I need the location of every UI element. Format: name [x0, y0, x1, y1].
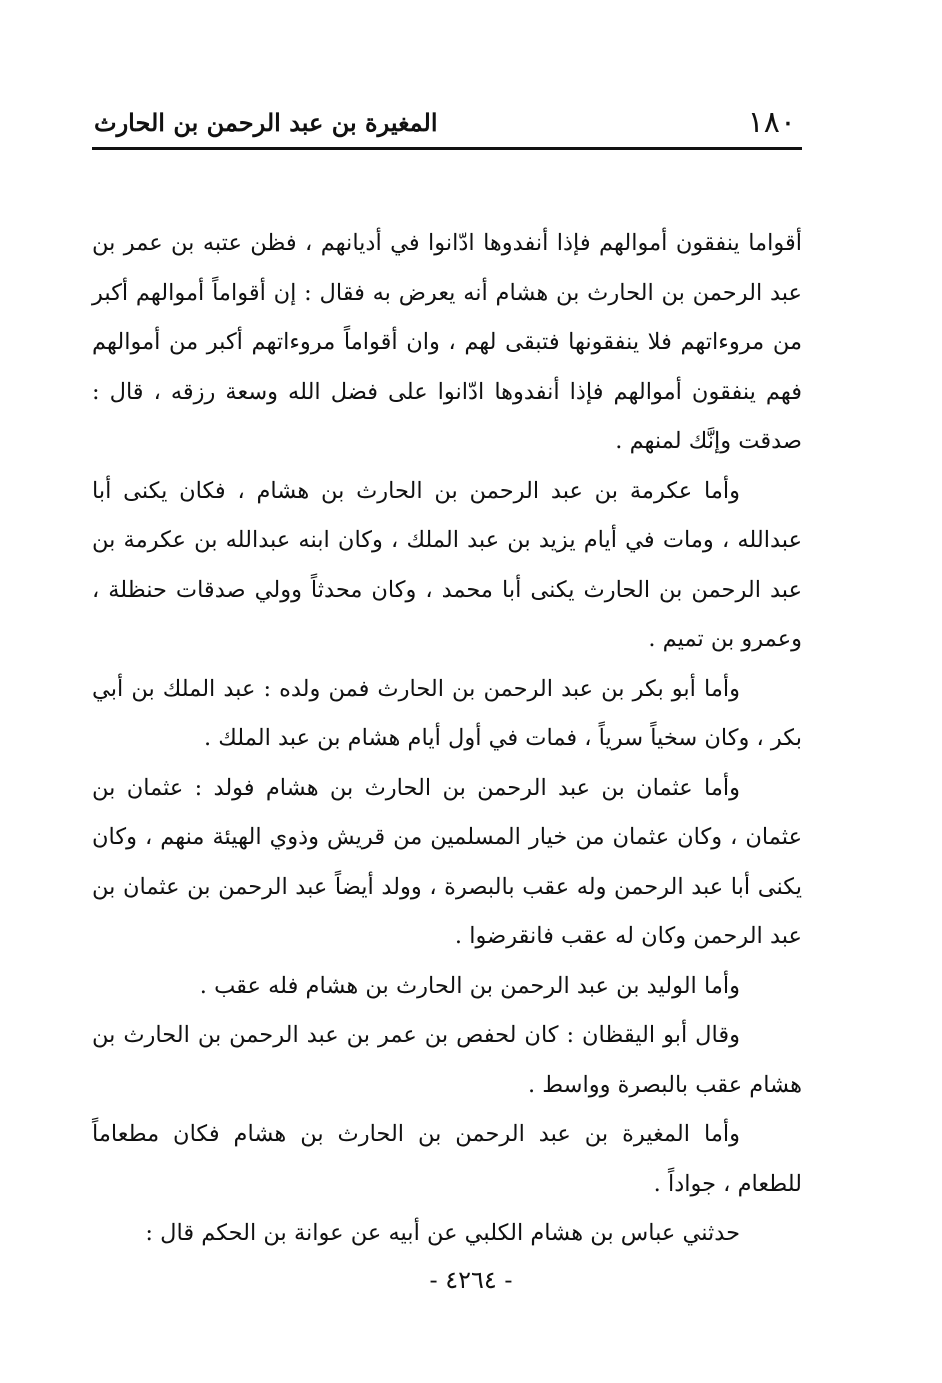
- paragraph-3: وأما أبو بكر بن عبد الرحمن بن الحارث فمن ولده : عبد الملك بن أبي بكر ، وكان سخياً سرياً ، فمات في أول أيام هشام بن عبد الملك .: [92, 675, 802, 751]
- paragraph-7: وأما المغيرة بن عبد الرحمن بن الحارث بن هشام فكان مطعاماً للطعام ، جواداً .: [92, 1121, 802, 1197]
- paragraph-5: وأما الوليد بن عبد الرحمن بن الحارث بن هشام فله عقب .: [199, 972, 740, 999]
- paragraph-1: أقواما ينفقون أموالهم فإذا أنفدوها ادّانوا في أديانهم ، فظن عتبه بن عمر بن عبد الرحمن بن الحارث بن هشام أنه يعرض به فقال : إن أقواماً أموالهم أكبر من مروءاتهم فلا ينفقونها فتبقى لهم ، وان أقواماً مروءاتهم أكبر من أموالهم فهم ينفقون أموالهم فإذا أنفدوها ادّانوا على فضل الله وسعة رزقه ، قال : صدقت وإنَّك لمنهم .: [92, 230, 802, 454]
- footer-folio: - ٤٢٦٤ -: [429, 1266, 513, 1294]
- header-rule: [92, 147, 802, 150]
- running-header: [92, 100, 802, 146]
- paragraph-2: وأما عكرمة بن عبد الرحمن بن الحارث بن هشام ، فكان يكنى أبا عبدالله ، ومات في أيام يزيد بن عبد الملك ، وكان ابنه عبدالله بن عكرمة بن عبد الرحمن بن الحارث يكنى أبا محمد ، وكان محدثاً وولي صدقات حنظلة ، وعمرو بن تميم .: [92, 477, 802, 652]
- paragraph-4: وأما عثمان بن عبد الرحمن بن الحارث بن هشام فولد : عثمان بن عثمان ، وكان عثمان من خيار المسلمين من قريش وذوي الهيئة منهم ، وكان يكنى أبا عبد الرحمن وله عقب بالبصرة ، وولد أيضاً عبد الرحمن بن عثمان بن عبد الرحمن وكان له عقب فانقرضوا .: [92, 774, 802, 949]
- header-page-number: ١٨٠: [747, 105, 796, 140]
- paragraph-8: حدثني عباس بن هشام الكلبي عن أبيه عن عوانة بن الحكم قال :: [145, 1220, 740, 1246]
- header-title: المغيرة بن عبد الرحمن بن الحارث: [94, 108, 438, 137]
- body-text: [92, 219, 802, 1259]
- paragraph-6: وقال أبو اليقظان : كان لحفص بن عمر بن عبد الرحمن بن الحارث بن هشام عقب بالبصرة وواسط .: [92, 1022, 802, 1098]
